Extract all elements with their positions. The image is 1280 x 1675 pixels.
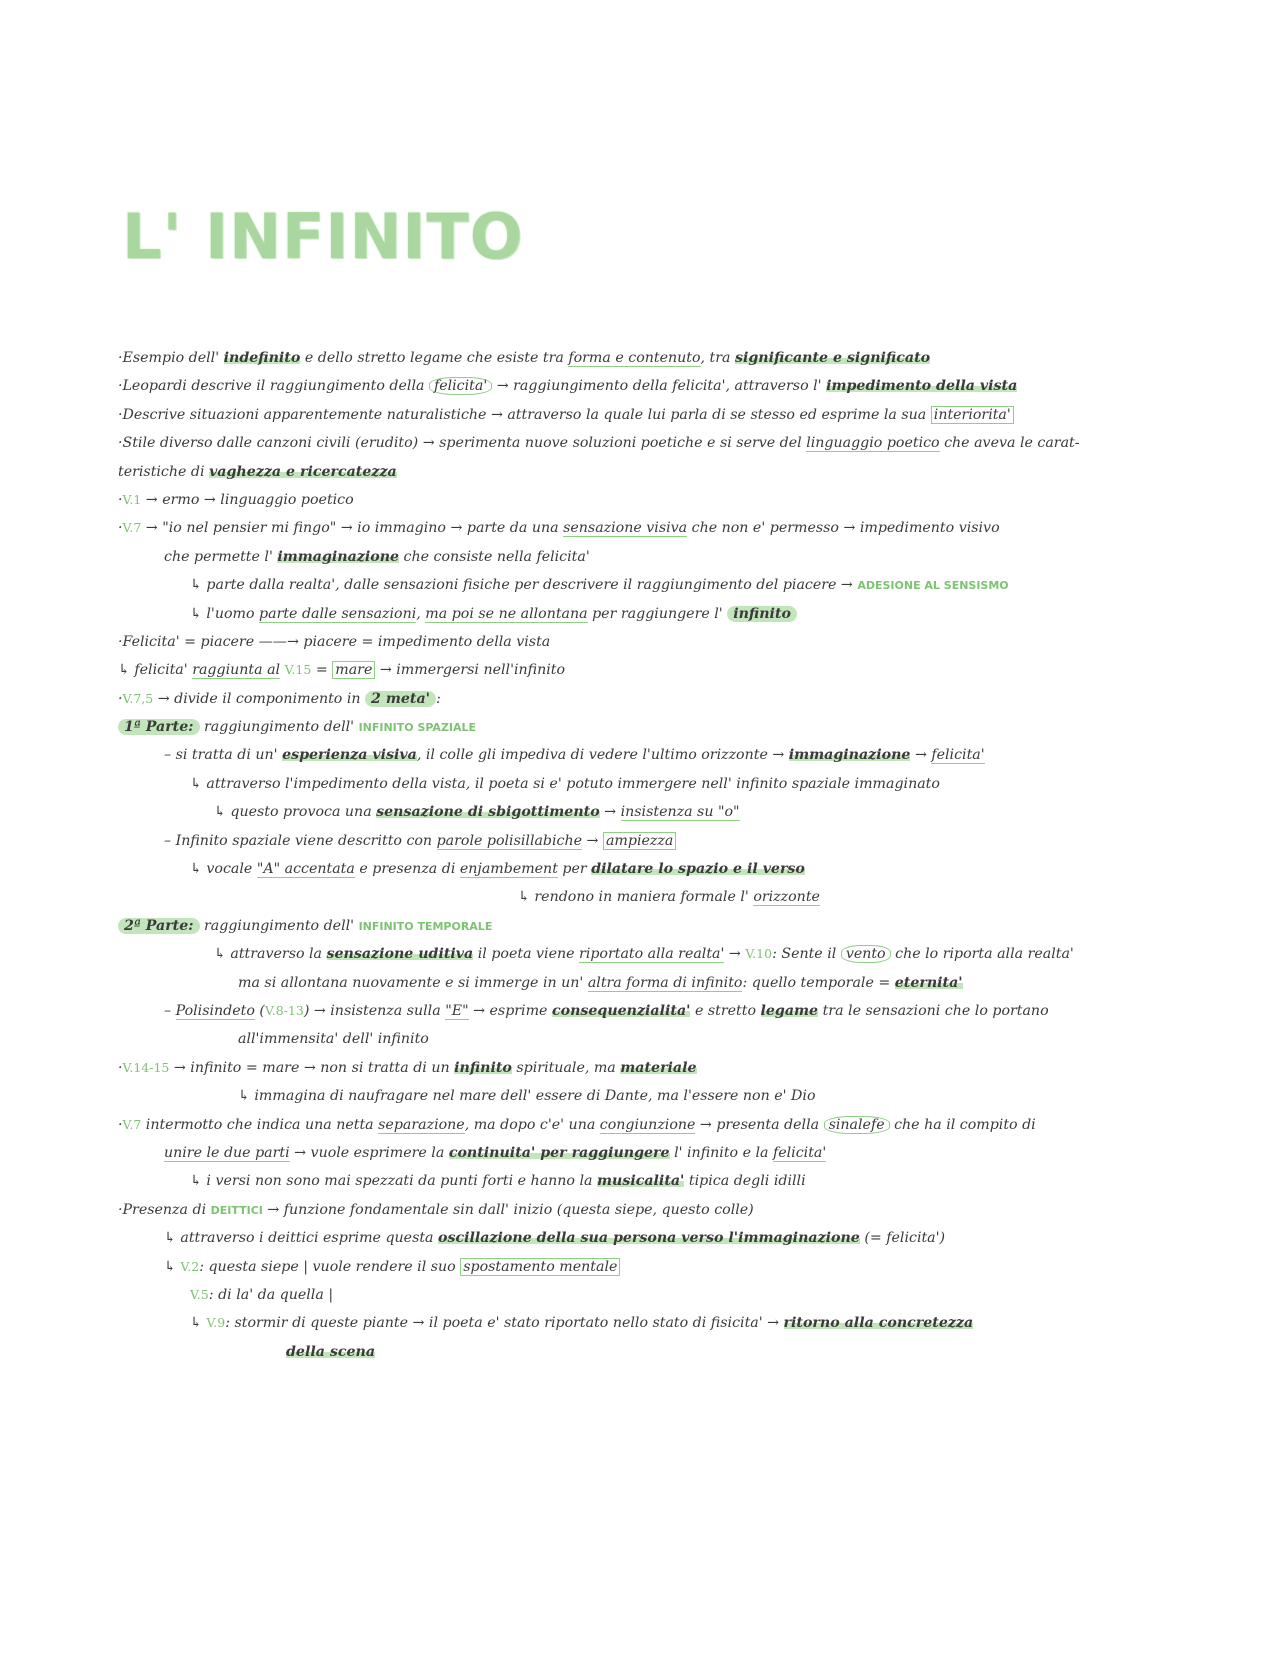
note-blob: infinito (727, 606, 797, 622)
note-ov: sinalefe (824, 1116, 890, 1134)
note-ul: linguaggio poetico (806, 435, 940, 452)
note-ul: separazione (378, 1116, 465, 1133)
note-hl: dilatare lo spazio e il verso (591, 861, 805, 878)
note-grb: INFINITO TEMPORALE (358, 919, 493, 933)
note-hl: sensazione di sbigottimento (376, 804, 600, 821)
note-hl: vaghezza e ricercatezza (209, 463, 397, 480)
note-line: ↳ V.2: questa siepe | vuole rendere il suo spostamento mentale (118, 1253, 1178, 1281)
note-gr: V.15 (284, 662, 312, 678)
note-hl: immaginazione (277, 548, 400, 565)
note-gr: V.10 (745, 946, 773, 962)
note-hl: infinito (454, 1059, 512, 1076)
note-line: ·V.7,5 → divide il componimento in 2 meta' : (118, 690, 441, 707)
note-line: – Polisindeto (V.8-13) → insistenza sulla "E" → esprime consequenzialita' e stretto legame tra le sensazioni che lo portano (164, 1002, 1049, 1019)
note-line: ·Felicita' = piacere ——→ piacere = impedimento della vista (118, 633, 551, 650)
note-ul: orizzonte (753, 889, 820, 906)
note-hl: indefinito (223, 350, 301, 366)
note-hl: legame (760, 1002, 819, 1019)
note-ul: parole polisillabiche (436, 832, 583, 849)
note-ul: felicita' (931, 747, 985, 764)
note-hl: materiale (620, 1059, 697, 1076)
note-hl: impedimento della vista (826, 378, 1018, 395)
note-line: ·Presenza di DEITTICI → funzione fondamentale sin dall' inizio (questa siepe, questo colle) (118, 1201, 754, 1218)
note-ul: altra forma di infinito (587, 974, 743, 991)
page-title: L' INFINITO (122, 200, 524, 273)
note-hl: ritorno alla concretezza (783, 1315, 974, 1332)
note-line: – Infinito spaziale viene descritto con parole polisillabiche → ampiezza (118, 827, 1178, 855)
note-line: 1ª Parte: raggiungimento dell' INFINITO SPAZIALE (118, 713, 1178, 741)
note-line: ↳ i versi non sono mai spezzati da punti forti e hanno la musicalita' tipica degli idilli (190, 1173, 806, 1190)
note-ul: insistenza su "o" (620, 804, 740, 821)
note-line: ·V.14-15 → infinito = mare → non si tratta di un infinito spirituale, ma materiale (118, 1059, 697, 1076)
note-line: ·Descrive situazioni apparentemente naturalistiche → attraverso la quale lui parla di se stesso ed esprime la sua interiorita' (118, 401, 1178, 429)
note-blob: 2 meta' (365, 691, 436, 707)
note-ul: raggiunta al (192, 662, 281, 679)
note-ul: felicita' (773, 1144, 827, 1161)
note-hl: oscillazione della sua persona verso l'immaginazione (438, 1230, 860, 1247)
note-grb: INFINITO SPAZIALE (358, 721, 477, 735)
note-hl: eternita' (894, 974, 963, 991)
note-line: ·V.7 intermotto che indica una netta separazione, ma dopo c'e' una congiunzione → presenta della sinalefe che ha il compito di (118, 1116, 1036, 1133)
note-ul: parte dalle sensazioni (259, 605, 417, 622)
note-bx: ampiezza (603, 832, 676, 850)
note-line: ↳ l'uomo parte dalle sensazioni, ma poi se ne allontana per raggiungere l' infinito (118, 600, 1178, 628)
note-hl: immaginazione (788, 747, 911, 764)
note-line: ·V.7 → "io nel pensier mi fingo" → io immagino → parte da una sensazione visiva che non e' permesso → impedimento visivo (118, 520, 1000, 537)
note-hl: musicalita' (597, 1173, 685, 1190)
note-line: ·V.1 → ermo → linguaggio poetico (118, 491, 354, 508)
note-gr: V.8-13 (264, 1002, 304, 1018)
note-line: ↳ attraverso l'impedimento della vista, il poeta si e' potuto immergere nell' infinito spaziale immaginato (190, 775, 940, 792)
note-hl: sensazione uditiva (326, 946, 474, 963)
note-ul: congiunzione (599, 1116, 696, 1133)
note-hl: significante e significato (734, 350, 931, 366)
note-line: ma si allontana nuovamente e si immerge in un' altra forma di infinito: quello temporale = eternita' (238, 974, 963, 991)
note-gr: V.7 (122, 520, 142, 536)
note-bx: mare (332, 661, 375, 679)
note-hl: della scena (286, 1343, 376, 1360)
note-ov: vento (841, 945, 891, 963)
note-bx: interiorita' (931, 406, 1014, 424)
notes-body (118, 344, 1178, 1366)
note-grb: DEITTICI (210, 1203, 263, 1217)
note-ul: riportato alla realta' (579, 946, 725, 963)
note-ul: unire le due parti (164, 1144, 290, 1161)
note-line: unire le due parti → vuole esprimere la continuita' per raggiungere l' infinito e la felicita' (164, 1144, 827, 1161)
note-line: ↳ attraverso la sensazione uditiva il poeta viene riportato alla realta' → V.10: Sente il vento che lo riporta alla realta' (214, 946, 1074, 963)
note-line: ↳ V.9: stormir di queste piante → il poeta e' stato riportato nello stato di fisicita' → ritorno alla concretezza (190, 1315, 974, 1332)
note-hl: consequenzialita' (551, 1002, 691, 1019)
note-ul: enjambement (459, 861, 558, 878)
note-line: ↳ immagina di naufragare nel mare dell' essere di Dante, ma l'essere non e' Dio (238, 1088, 816, 1105)
note-gr: V.2 (180, 1258, 200, 1274)
note-line: ↳ attraverso i deittici esprime questa oscillazione della sua persona verso l'immaginazione (= felicita') (164, 1230, 946, 1247)
note-ul: forma e contenuto (568, 350, 701, 366)
note-line: teristiche di vaghezza e ricercatezza (118, 463, 397, 480)
note-line: ·Stile diverso dalle canzoni civili (erudito) → sperimenta nuove soluzioni poetiche e si serve del linguaggio poetico che aveva le carat- (118, 435, 1080, 452)
note-grb: ADESIONE AL SENSISMO (857, 579, 1009, 593)
note-hl: esperienza visiva (282, 747, 417, 764)
note-gr: V.14-15 (122, 1059, 170, 1075)
note-line: ↳ questo provoca una sensazione di sbigottimento → insistenza su "o" (214, 804, 740, 821)
note-line (118, 1338, 1178, 1366)
note-blob: 1ª Parte: (118, 719, 200, 735)
note-line: ·Leopardi descrive il raggiungimento della felicita' → raggiungimento della felicita', attraverso l' impedimento della vista (118, 378, 1018, 395)
note-line: che permette l' immaginazione che consiste nella felicita' (164, 548, 590, 565)
note-ul: sensazione visiva (563, 520, 688, 537)
note-bx: spostamento mentale (460, 1258, 620, 1276)
note-hl: continuita' per raggiungere (448, 1144, 670, 1161)
note-ul: "E" (445, 1002, 469, 1019)
note-line: all'immensita' dell' infinito (238, 1031, 429, 1048)
note-line: 2ª Parte: raggiungimento dell' INFINITO TEMPORALE (118, 912, 1178, 940)
note-gr: V.7,5 (122, 690, 154, 706)
note-ul: Polisindeto (175, 1002, 255, 1019)
note-gr: V.1 (122, 491, 142, 507)
note-line: ↳ rendono in maniera formale l' orizzonte (518, 889, 820, 906)
note-line: V.5: di la' da quella | (190, 1286, 334, 1303)
note-line: ↳ felicita' raggiunta al V.15 = mare → immergersi nell'infinito (118, 662, 566, 679)
note-line: ↳ vocale "A" accentata e presenza di enjambement per dilatare lo spazio e il verso (190, 861, 805, 878)
note-blob: 2ª Parte: (118, 918, 200, 934)
note-ul: ma poi se ne allontana (425, 605, 588, 622)
note-gr: V.7 (122, 1116, 142, 1132)
note-gr: V.9 (206, 1315, 226, 1331)
note-line: ·Esempio dell' indefinito e dello stretto legame che esiste tra forma e contenuto, tra significante e significato (118, 350, 931, 366)
note-ov: felicita' (429, 377, 492, 395)
note-ul: "A" accentata (256, 861, 355, 878)
note-gr: V.5 (190, 1286, 209, 1302)
note-line: – si tratta di un' esperienza visiva, il colle gli impediva di vedere l'ultimo orizzonte → immaginazione → felicita' (164, 747, 985, 764)
note-line: ↳ parte dalla realta', dalle sensazioni fisiche per descrivere il raggiungimento del piacere → ADESIONE AL SENSISMO (190, 577, 1009, 594)
